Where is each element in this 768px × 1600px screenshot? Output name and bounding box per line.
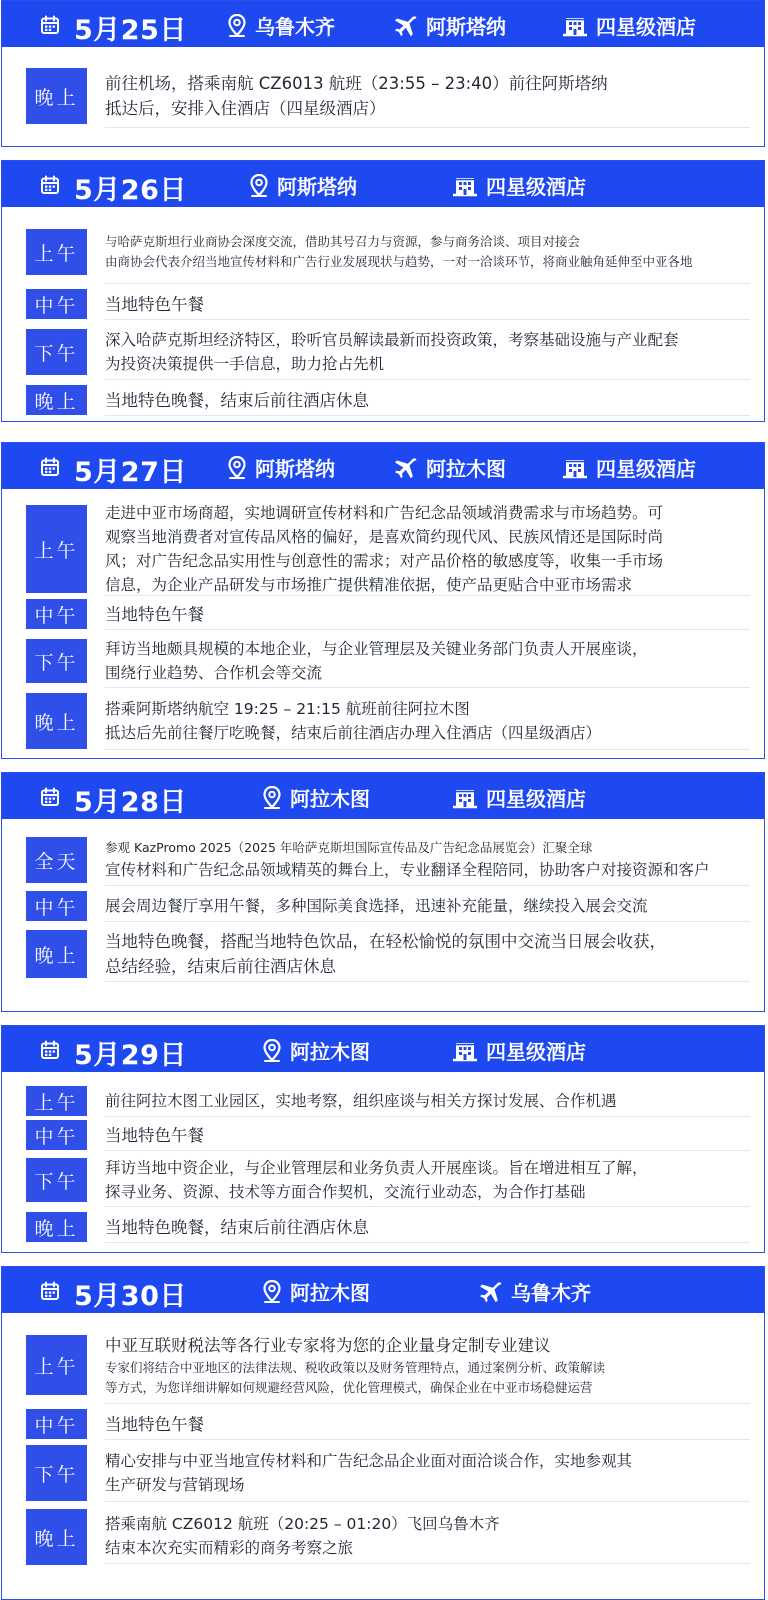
schedule-description	[105, 1154, 750, 1207]
day-date: 5月27日	[74, 457, 187, 488]
schedule-description	[105, 503, 750, 596]
schedule-text-line: 抵达后先前往餐厅吃晚餐，结束后前往酒店办理入住酒店（四星级酒店）	[105, 724, 602, 742]
day-header-segment	[227, 453, 335, 482]
schedule-row	[2, 835, 764, 885]
time-tag-noon: 中午	[26, 1409, 87, 1439]
segment-label: 四星级酒店	[486, 787, 586, 811]
schedule-text-line: 精心安排与中亚当地宣传材料和广告纪念品企业面对面洽谈合作，实地参观其	[105, 1452, 633, 1470]
schedule-text-line: 搭乘阿斯塔纳航空 19:25 – 21:15 航班前往阿拉木图	[105, 700, 470, 718]
time-tag-evening: 晚上	[26, 693, 87, 749]
day-header-segment	[562, 453, 696, 482]
schedule-description	[105, 1086, 750, 1117]
day-header-segment	[452, 171, 586, 200]
day-header-segment	[262, 1036, 370, 1065]
schedule-text-line: 前往阿拉木图工业园区，实地考察，组织座谈与相关方探讨发展、合作机遇	[105, 1092, 617, 1110]
location-pin-icon	[227, 14, 255, 38]
schedule-text-line: 结束本次充实而精彩的商务考察之旅	[105, 1539, 354, 1557]
time-tag-full-day: 全天	[26, 837, 87, 883]
time-tag-evening: 晚上	[26, 68, 87, 124]
schedule-row	[2, 891, 764, 921]
schedule-description	[105, 1212, 750, 1243]
calendar-icon	[40, 457, 60, 481]
time-tag-morning: 上午	[26, 229, 87, 275]
time-tag-noon: 中午	[26, 599, 87, 629]
day-header-segment	[392, 453, 506, 482]
schedule-text-line: 总结经验，结束后前往酒店休息	[105, 957, 336, 976]
time-tag-evening: 晚上	[26, 1509, 87, 1565]
day-header-segment	[452, 783, 586, 812]
hotel-icon	[562, 15, 596, 37]
hotel-icon	[452, 175, 486, 197]
schedule-description	[105, 1509, 750, 1564]
schedule-text-line: 宣传材料和广告纪念品领域精英的舞台上，专业翻译全程陪同，协助客户对接资源和客户	[105, 861, 710, 879]
schedule-text-line: 搭乘南航 CZ6012 航班（20:25 – 01:20）飞回乌鲁木齐	[105, 1515, 500, 1533]
schedule-text-line: 拜访当地中资企业，与企业管理层和业务负责人开展座谈。旨在增进相互了解，	[105, 1159, 648, 1177]
time-tag-morning: 上午	[26, 1335, 87, 1395]
schedule-text-line: 走进中亚市场商超，实地调研宣传材料和广告纪念品领域消费需求与市场趋势。可	[105, 504, 664, 522]
calendar-icon	[40, 15, 60, 39]
day-date: 5月25日	[74, 15, 187, 46]
schedule-row	[2, 1120, 764, 1150]
time-tag-noon: 中午	[26, 891, 87, 921]
day-header	[2, 1, 764, 47]
time-tag-morning: 上午	[26, 1086, 87, 1116]
day-date: 5月28日	[74, 787, 187, 818]
schedule-description	[105, 221, 750, 284]
location-pin-icon	[262, 1280, 290, 1304]
day-header-segment	[249, 171, 357, 200]
time-tag-morning: 上午	[26, 505, 87, 593]
schedule-text-line: 探寻业务、资源、技术等方面合作契机，交流行业动态，为合作打基础	[105, 1183, 586, 1201]
schedule-text-line: 拜访当地颇具规模的本地企业，与企业管理层及关键业务部门负责人开展座谈，	[105, 640, 648, 658]
day-header-segment	[477, 1277, 591, 1306]
schedule-text-line: 深入哈萨克斯坦经济特区，聆听官员解读最新而投资政策，考察基础设施与产业配套	[105, 331, 679, 349]
time-tag-evening: 晚上	[26, 930, 87, 978]
schedule-row	[2, 289, 764, 319]
day-header	[2, 1026, 764, 1072]
schedule-description	[105, 927, 750, 982]
schedule-row	[2, 1509, 764, 1563]
day-card	[1, 0, 765, 147]
schedule-text-line: 当地特色晚餐，结束后前往酒店休息	[105, 1217, 369, 1237]
schedule-text-line: 观察当地消费者对宣传品风格的偏好，是喜欢简约现代风、民族风情还是国际时尚	[105, 528, 664, 546]
time-tag-afternoon: 下午	[26, 1158, 87, 1202]
schedule-description	[105, 1327, 750, 1404]
airplane-icon	[392, 14, 426, 38]
schedule-description	[105, 599, 750, 630]
day-header-segment	[227, 11, 335, 40]
segment-label: 四星级酒店	[486, 175, 586, 199]
schedule-text-line: 当地特色午餐	[105, 1125, 204, 1145]
day-header-segment	[452, 1036, 586, 1065]
time-tag-noon: 中午	[26, 1120, 87, 1150]
location-pin-icon	[227, 456, 255, 480]
schedule-text-line: 参观 KazPromo 2025（2025 年哈萨克斯坦国际宣传品及广告纪念品展览会）汇聚全球	[105, 840, 593, 855]
segment-label: 阿拉木图	[290, 1281, 370, 1305]
schedule-row	[2, 65, 764, 127]
schedule-description	[105, 1409, 750, 1440]
calendar-icon	[40, 1040, 60, 1064]
day-card	[1, 1025, 765, 1253]
time-tag-afternoon: 下午	[26, 639, 87, 683]
day-card	[1, 772, 765, 1012]
schedule-text-line: 与哈萨克斯坦行业商协会深度交流，借助其号召力与资源，参与商务洽谈、项目对接会	[105, 234, 581, 249]
hotel-icon	[452, 1040, 486, 1062]
schedule-row	[2, 325, 764, 379]
schedule-text-line: 中亚互联财税法等各行业专家将为您的企业量身定制专业建议	[105, 1335, 551, 1355]
segment-label: 四星级酒店	[596, 457, 696, 481]
hotel-icon	[452, 787, 486, 809]
time-tag-evening: 晚上	[26, 385, 87, 415]
segment-label: 阿拉木图	[290, 1040, 370, 1064]
schedule-text-line: 风；对广告纪念品实用性与创意性的需求；对产品价格的敏感度等，收集一手市场	[105, 552, 664, 570]
schedule-row	[2, 693, 764, 749]
schedule-text-line: 抵达后，安排入住酒店（四星级酒店）	[105, 99, 386, 118]
airplane-icon	[392, 456, 426, 480]
schedule-description	[105, 289, 750, 320]
schedule-text-line: 前往机场，搭乘南航 CZ6013 航班（23:55 – 23:40）前往阿斯塔纳	[105, 74, 608, 93]
calendar-icon	[40, 787, 60, 811]
day-card	[1, 442, 765, 759]
schedule-text-line: 由商协会代表介绍当地宣传材料和广告行业发展现状与趋势，一对一洽谈环节，将商业触角延伸至中亚各地	[105, 254, 693, 269]
day-date: 5月26日	[74, 175, 187, 206]
segment-label: 四星级酒店	[486, 1040, 586, 1064]
schedule-description	[105, 65, 750, 128]
day-header-segment	[392, 11, 506, 40]
day-header	[2, 773, 764, 819]
schedule-description	[105, 1445, 750, 1502]
day-card	[1, 160, 765, 422]
hotel-icon	[562, 457, 596, 479]
schedule-text-line: 围绕行业趋势、合作机会等交流	[105, 664, 323, 682]
schedule-text-line: 信息，为企业产品研发与市场推广提供精准依据，使产品更贴合中亚市场需求	[105, 576, 633, 594]
day-header	[2, 1267, 764, 1313]
segment-label: 阿斯塔纳	[277, 175, 357, 199]
schedule-text-line: 等方式，为您详细讲解如何规避经营风险，优化管理模式，确保企业在中亚市场稳健运营	[105, 1379, 593, 1395]
calendar-icon	[40, 1281, 60, 1305]
schedule-row	[2, 503, 764, 595]
schedule-description	[105, 635, 750, 688]
schedule-row	[2, 1154, 764, 1206]
day-header-segment	[262, 783, 370, 812]
schedule-row	[2, 1409, 764, 1439]
segment-label: 四星级酒店	[596, 15, 696, 39]
day-header-segment	[262, 1277, 370, 1306]
segment-label: 阿拉木图	[290, 787, 370, 811]
schedule-text-line: 当地特色晚餐，搭配当地特色饮品，在轻松愉悦的氛围中交流当日展会收获，	[105, 932, 666, 951]
schedule-description	[105, 325, 750, 380]
schedule-description	[105, 693, 750, 750]
schedule-text-line: 生产研发与营销现场	[105, 1476, 245, 1494]
schedule-description	[105, 1120, 750, 1151]
schedule-row	[2, 221, 764, 283]
time-tag-afternoon: 下午	[26, 329, 87, 375]
schedule-description	[105, 835, 750, 886]
schedule-row	[2, 635, 764, 687]
schedule-text-line: 当地特色午餐	[105, 294, 204, 314]
schedule-row	[2, 1445, 764, 1501]
time-tag-evening: 晚上	[26, 1212, 87, 1242]
schedule-row	[2, 1212, 764, 1242]
schedule-text-line: 当地特色午餐	[105, 1414, 204, 1434]
location-pin-icon	[262, 786, 290, 810]
segment-label: 乌鲁木齐	[255, 15, 335, 39]
schedule-row	[2, 599, 764, 629]
day-header-segment	[562, 11, 696, 40]
schedule-row	[2, 1327, 764, 1403]
day-date: 5月29日	[74, 1040, 187, 1071]
segment-label: 乌鲁木齐	[511, 1281, 591, 1305]
location-pin-icon	[249, 174, 277, 198]
schedule-text-line: 当地特色午餐	[105, 604, 204, 624]
calendar-icon	[40, 175, 60, 199]
schedule-description	[105, 891, 750, 922]
day-header	[2, 443, 764, 489]
schedule-text-line: 展会周边餐厅享用午餐，多种国际美食选择，迅速补充能量，继续投入展会交流	[105, 897, 648, 915]
segment-label: 阿拉木图	[426, 457, 506, 481]
day-header	[2, 161, 764, 207]
schedule-row	[2, 1086, 764, 1116]
schedule-text-line: 为投资决策提供一手信息，助力抢占先机	[105, 355, 385, 373]
segment-label: 阿斯塔纳	[426, 15, 506, 39]
day-card	[1, 1266, 765, 1600]
schedule-row	[2, 927, 764, 981]
schedule-description	[105, 385, 750, 416]
time-tag-noon: 中午	[26, 289, 87, 319]
schedule-row	[2, 385, 764, 415]
day-date: 5月30日	[74, 1281, 187, 1312]
schedule-text-line: 当地特色晚餐，结束后前往酒店休息	[105, 390, 369, 410]
time-tag-afternoon: 下午	[26, 1445, 87, 1501]
segment-label: 阿斯塔纳	[255, 457, 335, 481]
location-pin-icon	[262, 1039, 290, 1063]
schedule-text-line: 专家们将结合中亚地区的法律法规、税收政策以及财务管理特点，通过案例分析、政策解读	[105, 1359, 606, 1375]
airplane-icon	[477, 1280, 511, 1304]
